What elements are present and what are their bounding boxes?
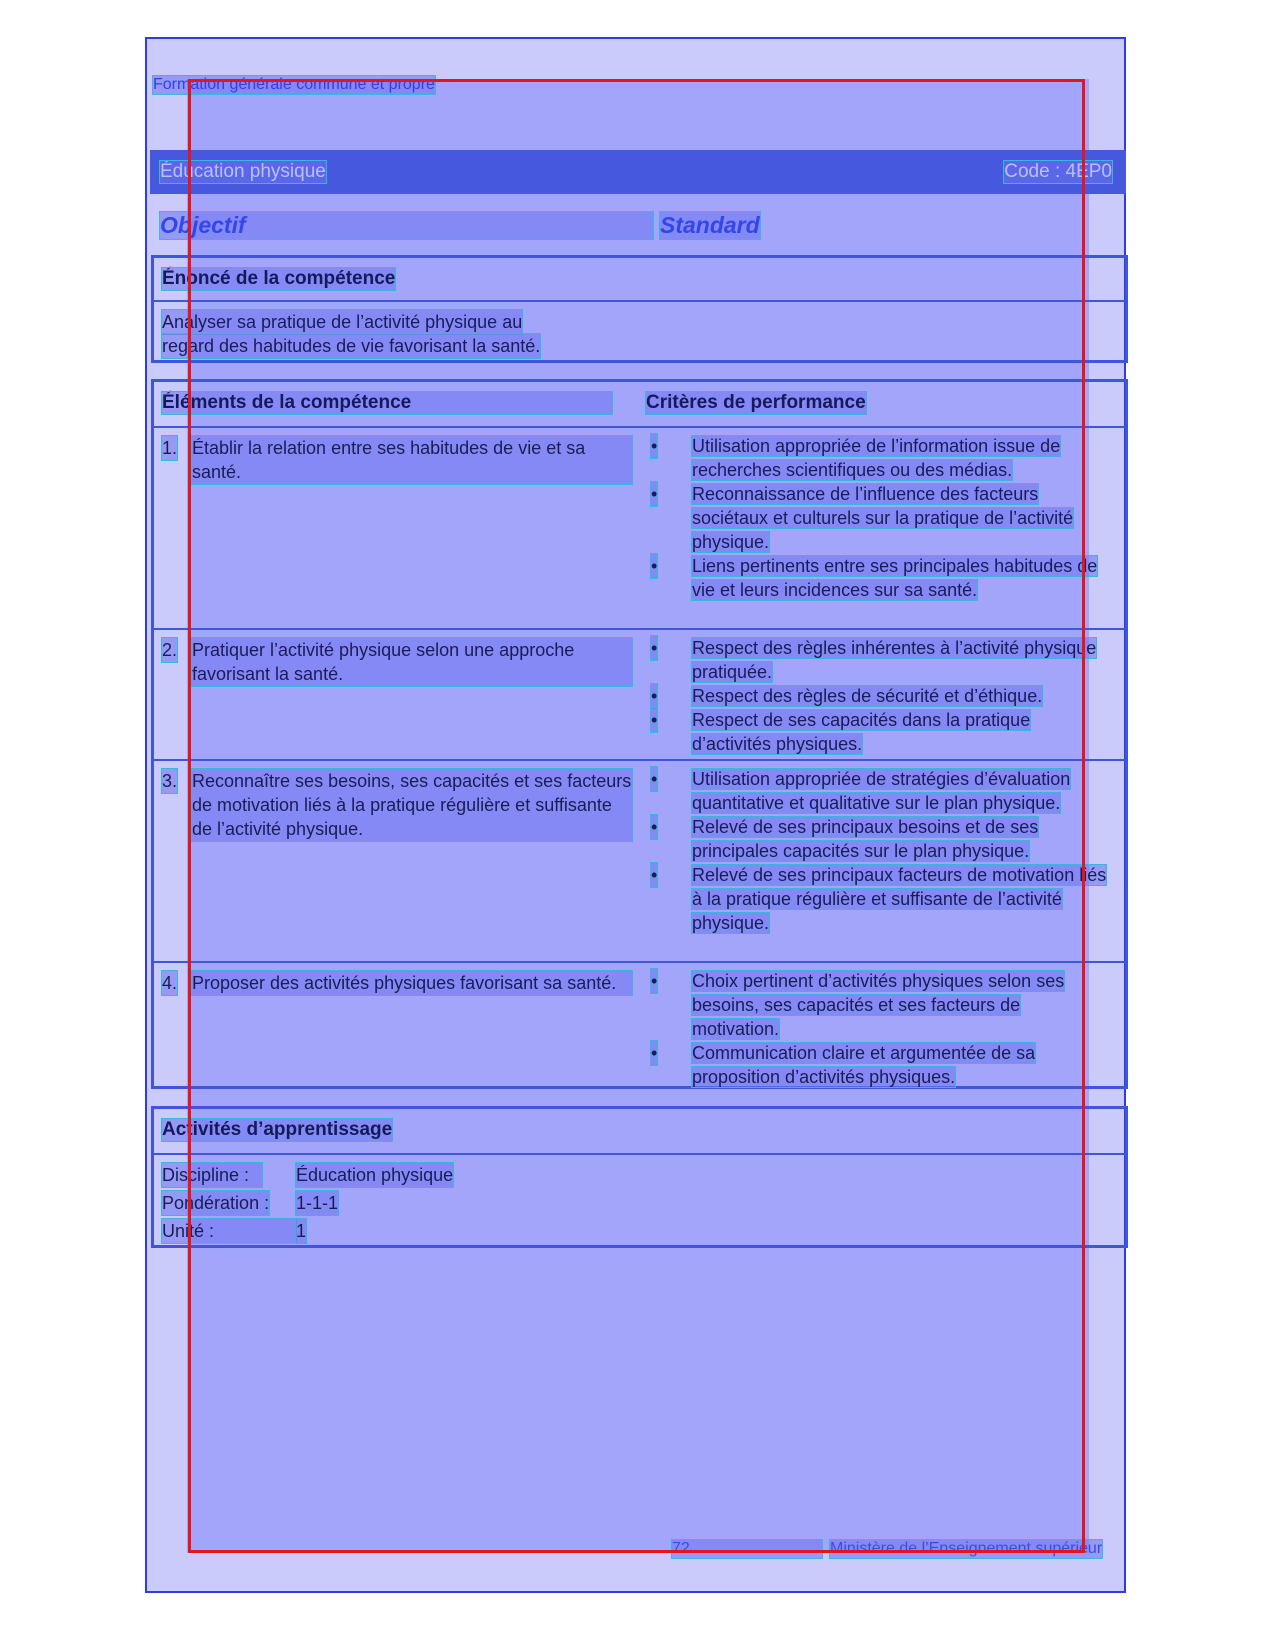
enonce-text-line: regard des habitudes de vie favorisant la santé. — [162, 336, 541, 356]
discipline-row — [162, 1163, 562, 1191]
ponderation-value: 1-1-1 — [296, 1193, 339, 1213]
objectif-label: Objectif — [160, 212, 653, 239]
criterion-text: Respect de ses capacités dans la pratique d’activités physiques. — [692, 710, 1031, 754]
criterion-text: Communication claire et argumentée de sa proposition d’activités physiques. — [692, 1043, 1036, 1087]
element-text: Reconnaître ses besoins, ses capacités et ses facteurs de motivation liés à la pratique régulière et suffisante de l’activité physique. — [192, 771, 632, 839]
criteria-heading: Critères de performance — [646, 392, 866, 413]
criterion-text: Utilisation appropriée de l’information issue de recherches scientifiques ou des médias. — [692, 436, 1061, 480]
bullet-icon: • — [651, 971, 658, 991]
activites-header — [154, 1109, 1125, 1155]
activites-details — [162, 1163, 562, 1247]
element-text: Pratiquer l’activité physique selon une approche favorisant la santé. — [192, 638, 632, 686]
unite-value: 1 — [296, 1221, 307, 1241]
ponderation-label: Pondération : — [162, 1193, 270, 1213]
criterion-text: Relevé de ses principaux besoins et de ses principales capacités sur le plan physique. — [692, 817, 1039, 861]
row-number: 2. — [162, 640, 178, 660]
enonce-section — [151, 255, 1128, 363]
page-number: 72 — [672, 1540, 822, 1558]
criteria-list — [651, 969, 1111, 1089]
footer-ministry: Ministère de l’Enseignement supérieur — [830, 1540, 1103, 1557]
row-number: 4. — [162, 973, 178, 993]
row-number: 3. — [162, 771, 178, 791]
bullet-icon: • — [651, 817, 658, 837]
discipline-value: Éducation physique — [296, 1165, 454, 1185]
competence-row-2 — [154, 628, 1125, 759]
bullet-icon: • — [651, 436, 658, 456]
enonce-header — [154, 258, 1125, 302]
criteria-list — [651, 434, 1111, 602]
bullet-icon: • — [651, 556, 658, 576]
competence-row-3 — [154, 759, 1125, 961]
criterion-text: Choix pertinent d’activités physiques selon ses besoins, ses capacités et ses facteurs de motivation. — [692, 971, 1065, 1039]
criteria-list — [651, 767, 1111, 935]
criterion-text: Respect des règles de sécurité et d’éthique. — [692, 686, 1043, 706]
criterion-item — [651, 969, 1111, 1041]
criterion-item — [651, 636, 1111, 684]
ponderation-row — [162, 1191, 562, 1219]
bullet-icon: • — [651, 769, 658, 789]
enonce-text — [162, 310, 540, 358]
criterion-text: Relevé de ses principaux facteurs de motivation liés à la pratique régulière et suffisante de l’activité physique. — [692, 865, 1107, 933]
row-number: 1. — [162, 438, 178, 458]
criterion-item — [651, 684, 1111, 708]
criterion-text: Reconnaissance de l’influence des facteurs sociétaux et culturels sur la pratique de l’activité physique. — [692, 484, 1074, 552]
elements-section — [151, 379, 1128, 1089]
bullet-icon: • — [651, 484, 658, 504]
standard-label: Standard — [660, 212, 760, 238]
activites-section — [151, 1106, 1128, 1248]
element-text: Établir la relation entre ses habitudes de vie et sa santé. — [192, 436, 632, 484]
unite-label: Unité : — [162, 1219, 296, 1243]
criterion-text: Respect des règles inhérentes à l’activité physique pratiquée. — [692, 638, 1097, 682]
criterion-text: Utilisation appropriée de stratégies d’évaluation quantitative et qualitative sur le plan physique. — [692, 769, 1071, 813]
bullet-icon: • — [651, 710, 658, 730]
course-title-band — [150, 150, 1126, 194]
bullet-icon: • — [651, 1043, 658, 1063]
enonce-text-line: Analyser sa pratique de l’activité physique au — [162, 312, 523, 332]
course-title: Éducation physique — [160, 161, 326, 182]
competence-row-4 — [154, 961, 1125, 1086]
bullet-icon: • — [651, 686, 658, 706]
discipline-label: Discipline : — [162, 1163, 262, 1187]
criterion-item — [651, 863, 1111, 935]
criterion-item — [651, 767, 1111, 815]
criterion-item — [651, 434, 1111, 482]
enonce-heading: Énoncé de la compétence — [162, 268, 396, 289]
running-header: Formation générale commune et propre — [153, 76, 435, 93]
criterion-item — [651, 554, 1111, 602]
criterion-text: Liens pertinents entre ses principales habitudes de vie et leurs incidences sur sa santé. — [692, 556, 1098, 600]
criteria-list — [651, 636, 1111, 756]
criterion-item — [651, 815, 1111, 863]
bullet-icon: • — [651, 638, 658, 658]
bullet-icon: • — [651, 865, 658, 885]
course-code: Code : 4EP0 — [1004, 161, 1112, 182]
criterion-item — [651, 1041, 1111, 1089]
element-text: Proposer des activités physiques favorisant sa santé. — [192, 971, 632, 995]
criterion-item — [651, 482, 1111, 554]
elements-heading: Éléments de la compétence — [162, 392, 612, 414]
criterion-item — [651, 708, 1111, 756]
activites-heading: Activités d’apprentissage — [162, 1119, 393, 1140]
competence-row-1 — [154, 426, 1125, 628]
elements-header — [154, 382, 1125, 426]
unite-row — [162, 1219, 562, 1247]
